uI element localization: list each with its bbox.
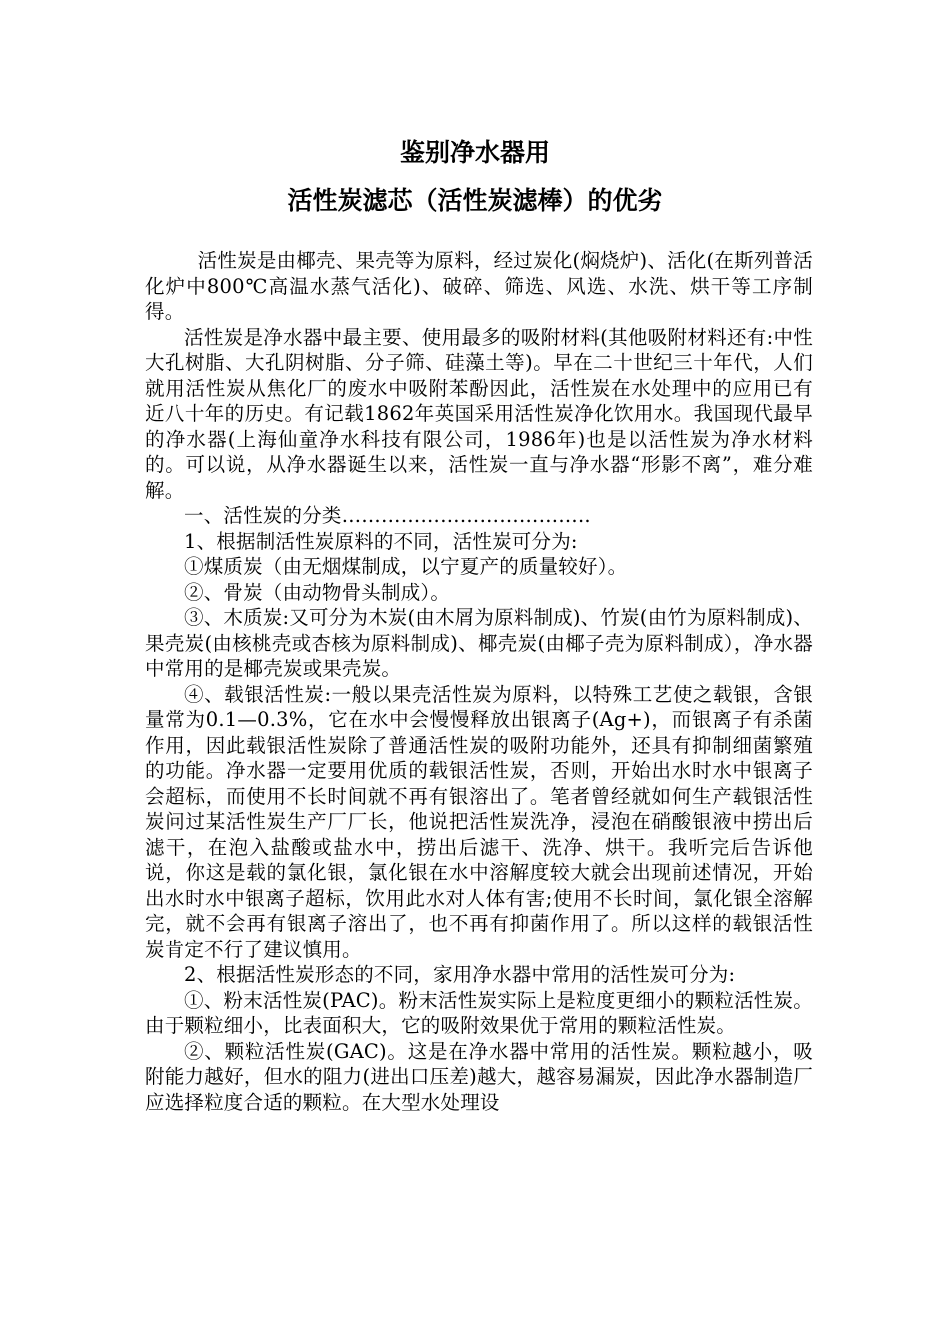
list-item-silver-carbon: ④、载银活性炭:一般以果壳活性炭为原料，以特殊工艺使之载银，含银量常为0.1—0.3%，它在水中会慢慢释放出银离子(Ag+)，而银离子有杀菌作用，因此载银活性炭除了普通活性炭的吸附功能外，还具有抑制细菌繁殖的功能。净水器一定要用优质的载银活性炭，否则，开始出水时水中银离子会超标，而使用不长时间就不再有银溶出了。笔者曾经就如何生产载银活性炭问过某活性炭生产厂厂长，他说把活性炭洗净，浸泡在硝酸银液中捞出后滤干，在泡入盐酸或盐水中，捞出后滤干、洗净、烘干。我听完后告诉他说，你这是载的氯化银，氯化银在水中溶解度较大就会出现前述情况，开始出水时水中银离子超标，饮用此水对人体有害;使用不长时间，氯化银全溶解完，就不会再有银离子溶出了，也不再有抑菌作用了。所以这样的载银活性炭肯定不行了建议慎用。	[145, 682, 813, 961]
document-title-line-2: 活性炭滤芯（活性炭滤棒）的优劣	[287, 186, 663, 215]
document-body	[145, 248, 813, 1115]
list-item-wood-carbon: ③、木质炭:又可分为木炭(由木屑为原料制成)、竹炭(由竹为原料制成)、果壳炭(由核桃壳或杏核为原料制成)、椰壳炭(由椰子壳为原料制成），净水器中常用的是椰壳炭或果壳炭。	[145, 606, 814, 680]
list-item-bone-carbon: ②、骨炭（由动物骨头制成）。	[184, 580, 451, 604]
subsection-by-material: 1、根据制活性炭原料的不同，活性炭可分为:	[184, 529, 578, 553]
document-title-line-1: 鉴别净水器用	[399, 138, 550, 167]
paragraph-intro: 活性炭是由椰壳、果壳等为原料，经过炭化(焖烧炉)、活化(在斯列普活化炉中800℃高温水蒸气活化)、破碎、筛选、风选、水洗、烘干等工序制得。	[145, 249, 813, 323]
paragraph-history: 活性炭是净水器中最主要、使用最多的吸附材料(其他吸附材料还有:中性大孔树脂、大孔阴树脂、分子筛、硅藻土等)。早在二十世纪三十年代，人们就用活性炭从焦化厂的废水中吸附苯酚因此，活性炭在水处理中的应用已有近八十年的历史。有记载1862年英国采用活性炭净化饮用水。我国现代最早的净水器(上海仙童净水科技有限公司，1986年)也是以活性炭为净水材料的。可以说，从净水器诞生以来，活性炭一直与净水器“形影不离”，难分难解。	[145, 325, 813, 502]
list-item-powder-carbon: ①、粉末活性炭(PAC)。粉末活性炭实际上是粒度更细小的颗粒活性炭。由于颗粒细小，比表面积大，它的吸附效果优于常用的颗粒活性炭。	[145, 988, 813, 1037]
list-item-coal-carbon: ①煤质炭（由无烟煤制成，以宁夏产的质量较好）。	[184, 555, 628, 578]
section-heading-classification: 一、活性炭的分类………………………………..	[184, 504, 591, 527]
list-item-granular-carbon: ②、颗粒活性炭(GAC)。这是在净水器中常用的活性炭。颗粒越小，吸附能力越好，但水的阻力(进出口压差)越大，越容易漏炭，因此净水器制造厂应选择粒度合适的颗粒。在大型水处理设	[145, 1039, 813, 1114]
subsection-by-form: 2、根据活性炭形态的不同，家用净水器中常用的活性炭可分为:	[184, 963, 736, 986]
